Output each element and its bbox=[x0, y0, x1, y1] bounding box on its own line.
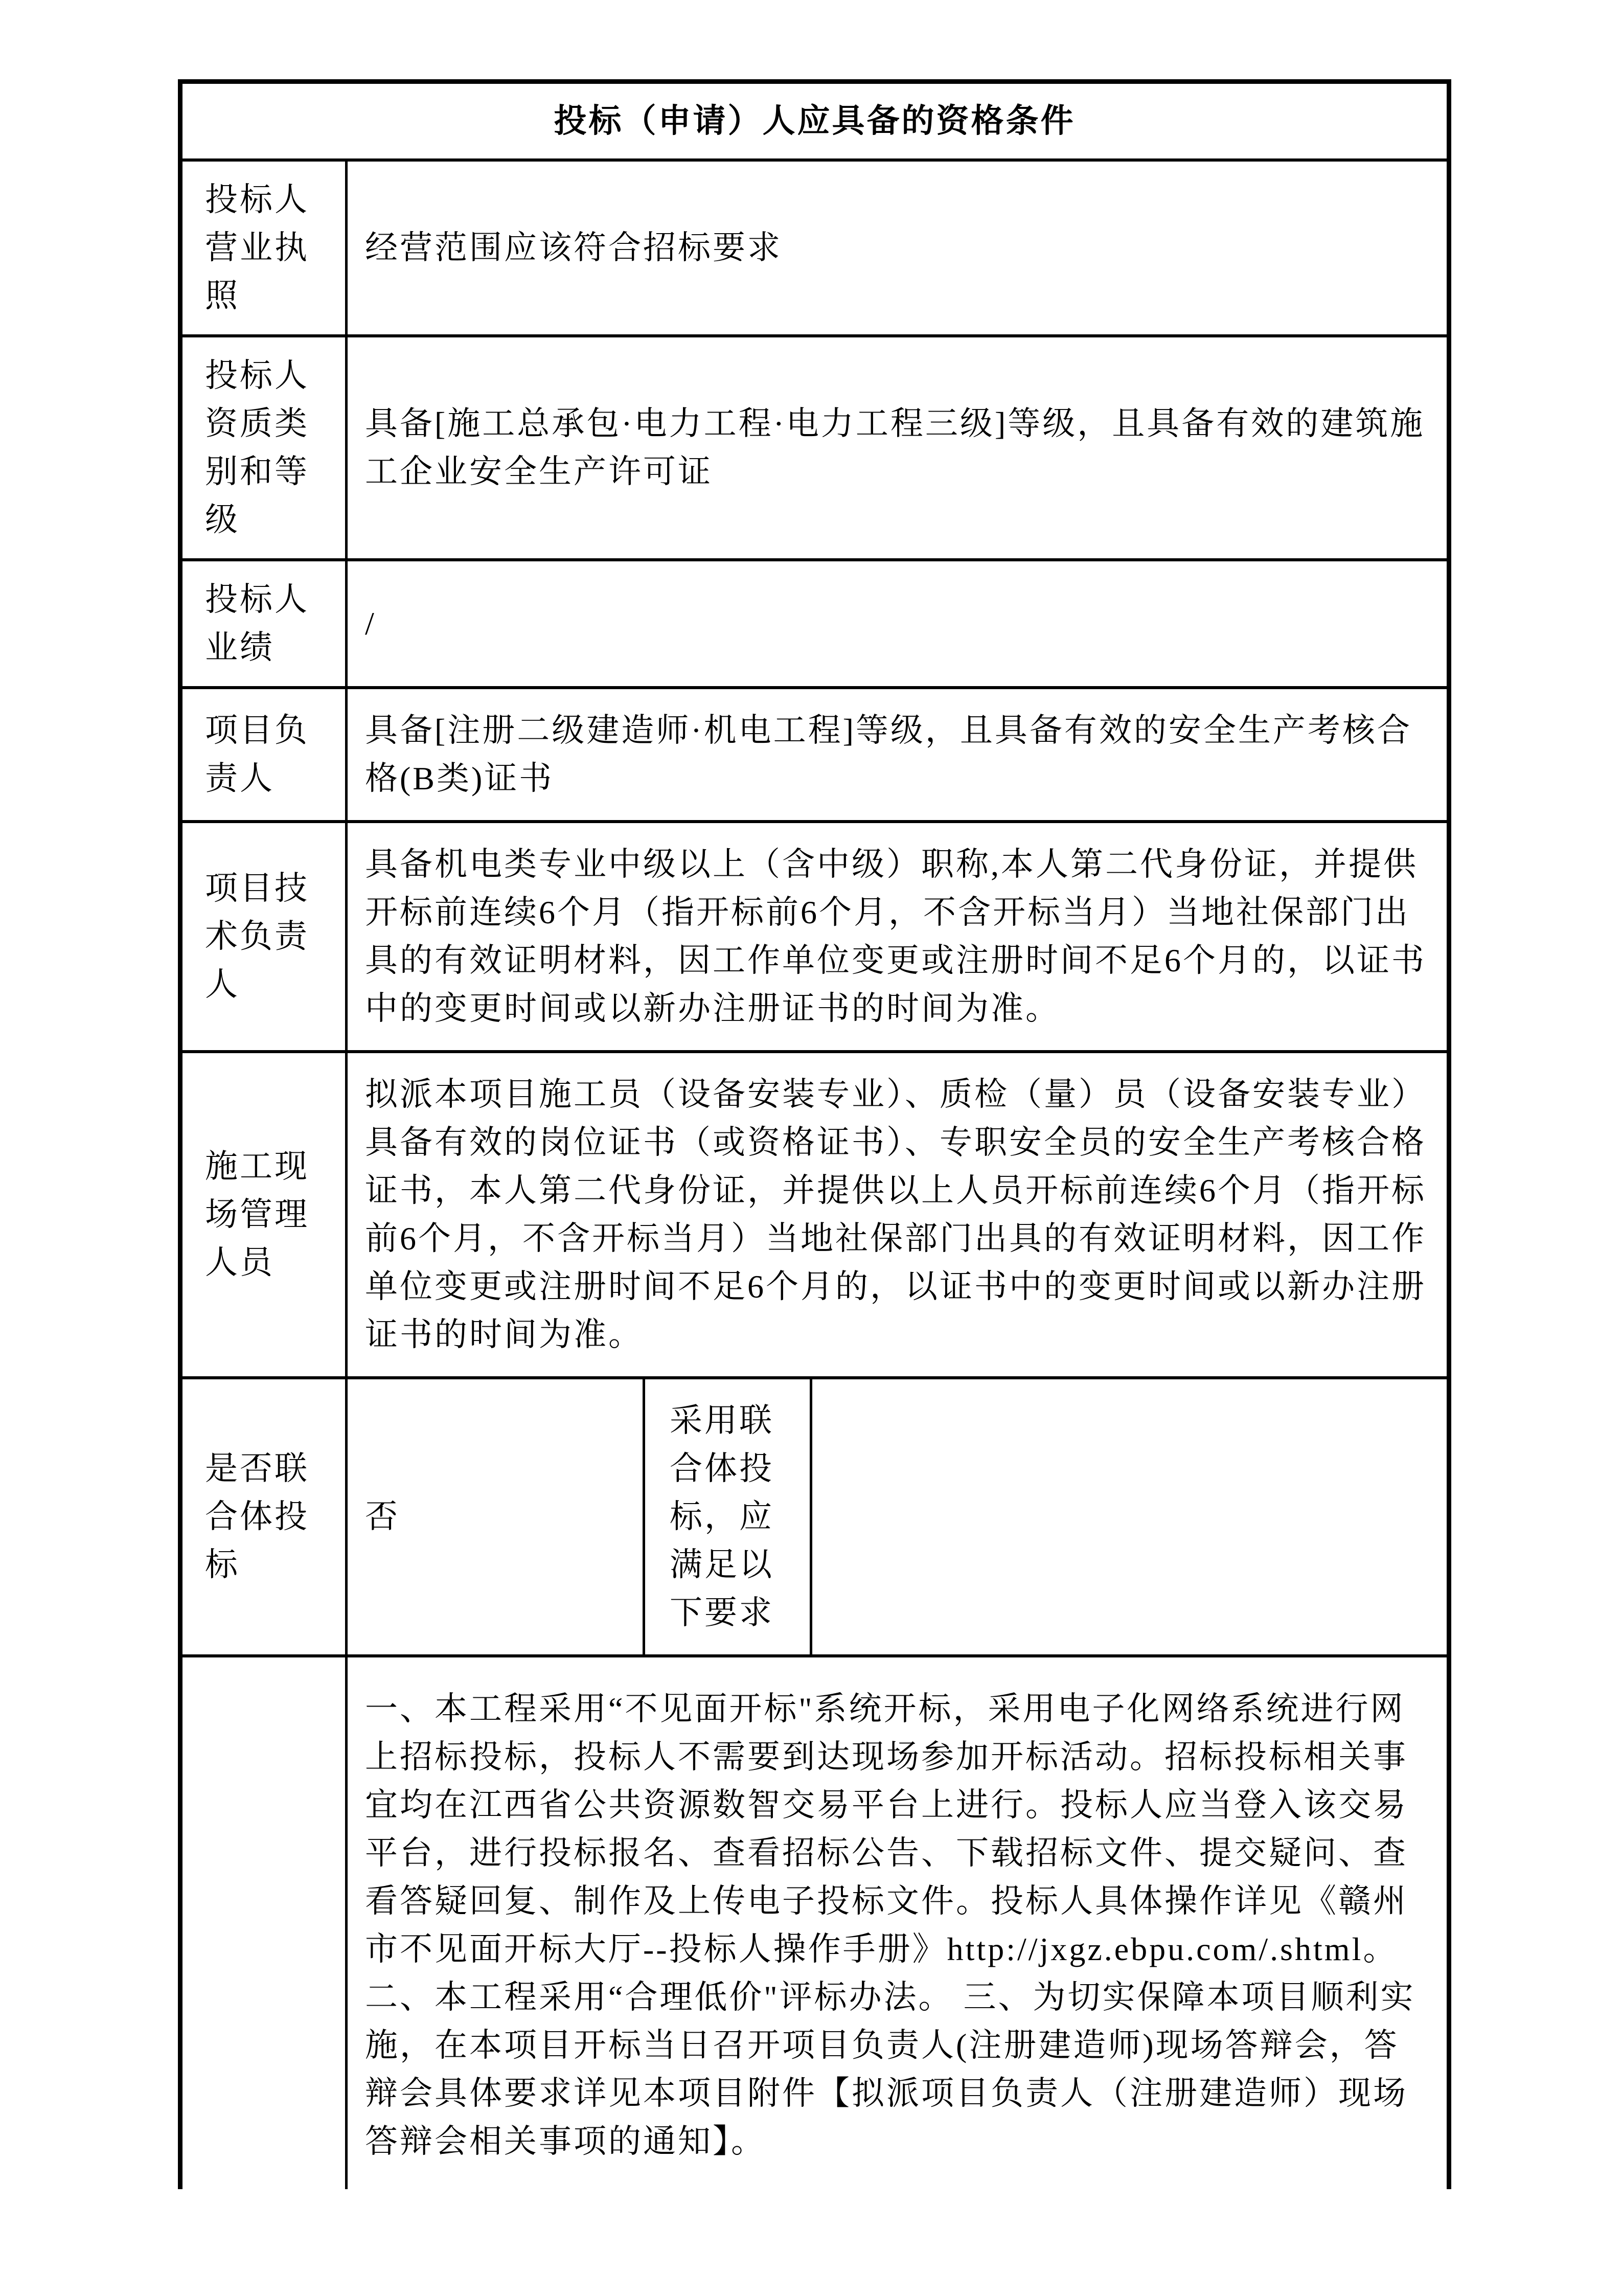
row-content-technical-leader: 具备机电类专业中级以上（含中级）职称,本人第二代身份证，并提供开标前连续6个月（指开标前6个月，不含开标当月）当地社保部门出具的有效证明材料，因工作单位变更或注册时间不足6个月的，以证书中的变更时间或以新办注册证书的时间为准。 bbox=[347, 822, 1449, 1052]
row-label-performance: 投标人业绩 bbox=[180, 560, 347, 688]
table-row-qualification-grade bbox=[180, 336, 1449, 560]
row-content-qualification-grade: 具备[施工总承包·电力工程·电力工程三级]等级，且具备有效的建筑施工企业安全生产许可证 bbox=[347, 336, 1449, 560]
row-content-project-leader: 具备[注册二级建造师·机电工程]等级，且具备有效的安全生产考核合格(B类)证书 bbox=[347, 688, 1449, 822]
row-label-site-management: 施工现场管理人员 bbox=[180, 1052, 347, 1378]
row-label-business-license: 投标人营业执照 bbox=[180, 160, 347, 336]
page-title: 投标（申请）人应具备的资格条件 bbox=[180, 82, 1449, 161]
row-content-site-management: 拟派本项目施工员（设备安装专业）、质检（量）员（设备安装专业）具备有效的岗位证书（或资格证书）、专职安全员的安全生产考核合格证书，本人第二代身份证，并提供以上人员开标前连续6个月（指开标前6个月，不含开标当月）当地社保部门出具的有效证明材料，因工作单位变更或注册时间不足6个月的，以证书中的变更时间或以新办注册证书的时间为准。 bbox=[347, 1052, 1449, 1378]
joint-venture-condition: 采用联合体投标，应满足以下要求 bbox=[644, 1378, 811, 1656]
row-content-business-license: 经营范围应该符合招标要求 bbox=[347, 160, 1449, 336]
table-row-performance bbox=[180, 560, 1449, 688]
table-row-project-leader bbox=[180, 688, 1449, 822]
table-row-business-license bbox=[180, 160, 1449, 336]
notes-text-part2: 二、本工程采用“合理低价"评标办法。 三、为切实保障本项目顺利实施，在本项目开标当日召开项目负责人(注册建造师)现场答辩会，答辩会具体要求详见本项目附件【拟派项目负责人（注册建造师）现场答辩会相关事项的通知】。 bbox=[365, 1979, 1415, 2159]
notes-text-part1: 一、本工程采用“不见面开标"系统开标，采用电子化网络系统进行网上招标投标，投标人不需要到达现场参加开标活动。招标投标相关事宜均在江西省公共资源数智交易平台上进行。投标人应当登入该交易平台，进行投标报名、查看招标公告、下载招标文件、提交疑问、查看答疑回复、制作及上传电子投标文件。投标人具体操作详见《赣州市不见面开标大厅--投标人操作手册》 bbox=[365, 1691, 1408, 1967]
table-row-site-management bbox=[180, 1052, 1449, 1378]
table-row-technical-leader bbox=[180, 822, 1449, 1052]
notes-label-empty-cell bbox=[180, 1656, 347, 2189]
row-label-joint-venture: 是否联合体投标 bbox=[180, 1378, 347, 1656]
row-label-qualification-grade: 投标人资质类别和等级 bbox=[180, 336, 347, 560]
title-row bbox=[180, 82, 1449, 161]
joint-venture-answer: 否 bbox=[347, 1378, 644, 1656]
notes-content bbox=[347, 1656, 1449, 2189]
table-row-notes bbox=[180, 1656, 1449, 2189]
row-label-technical-leader: 项目技术负责人 bbox=[180, 822, 347, 1052]
joint-venture-extra-cell bbox=[811, 1378, 1449, 1656]
row-label-project-leader: 项目负责人 bbox=[180, 688, 347, 822]
qualification-table bbox=[178, 79, 1451, 2189]
notes-url-text: http://jxgz.ebpu.com/.shtml。 bbox=[947, 1931, 1398, 1967]
table-row-joint-venture bbox=[180, 1378, 1449, 1656]
row-content-performance: / bbox=[347, 560, 1449, 688]
